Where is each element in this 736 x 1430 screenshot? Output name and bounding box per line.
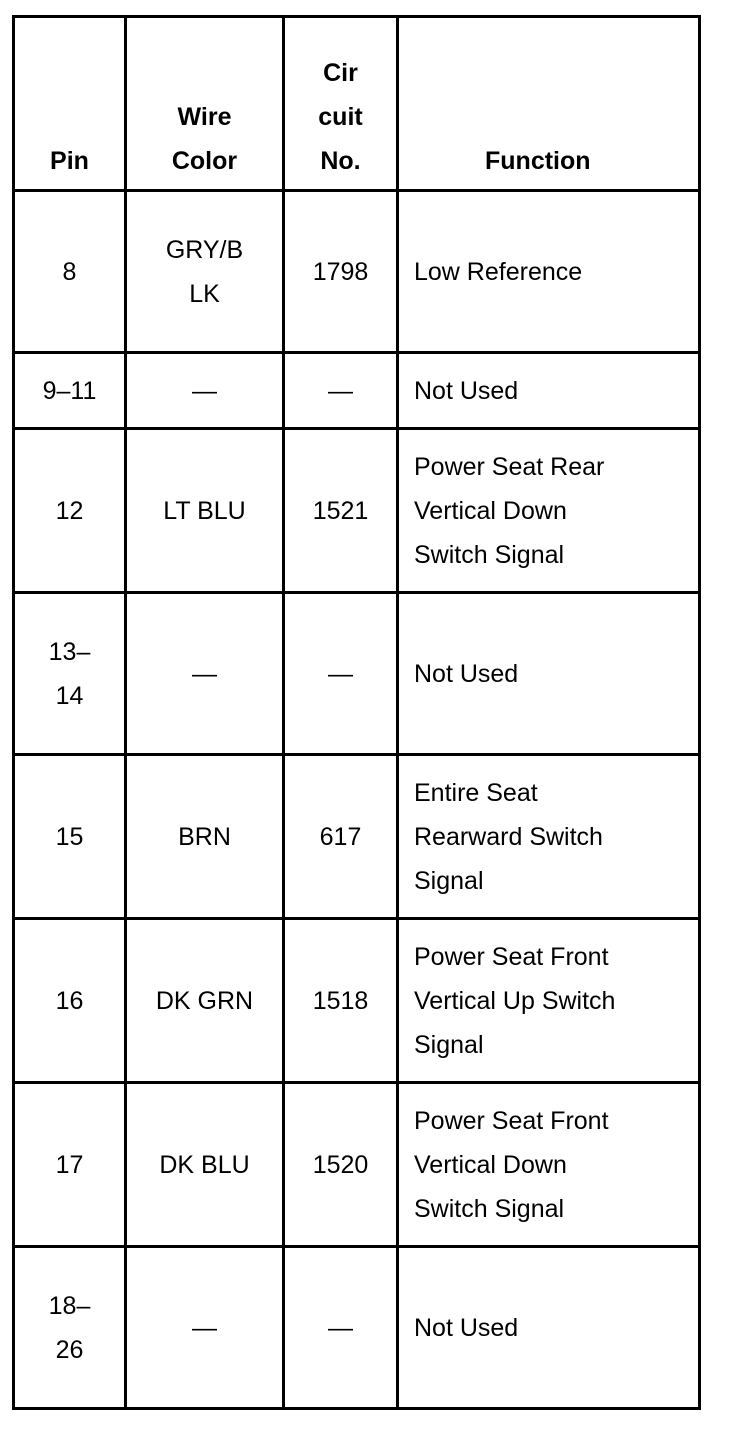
cell-function: Not Used (398, 1247, 700, 1409)
cell-pin: 8 (14, 191, 126, 353)
table-row (14, 429, 700, 593)
cell-pin: 16 (14, 919, 126, 1083)
cell-pin: 13– 14 (14, 593, 126, 755)
table-body (14, 191, 700, 1409)
cell-function: Power Seat Front Vertical Up Switch Signal (398, 919, 700, 1083)
cell-circuit-no: — (284, 1247, 398, 1409)
header-row (14, 17, 700, 191)
cell-function: Not Used (398, 353, 700, 429)
header-pin (14, 17, 126, 191)
cell-function: Power Seat Rear Vertical Down Switch Signal (398, 429, 700, 593)
cell-wire-color: DK BLU (126, 1083, 284, 1247)
header-function-label: Function (485, 147, 591, 175)
cell-circuit-no: 1798 (284, 191, 398, 353)
table-header (14, 17, 700, 191)
cell-circuit-no: — (284, 593, 398, 755)
header-circuit-no-label: Cir cuit No. (318, 59, 363, 175)
table-row (14, 191, 700, 353)
cell-pin: 15 (14, 755, 126, 919)
table-row (14, 593, 700, 755)
header-circuit-no (284, 17, 398, 191)
table-row (14, 1083, 700, 1247)
cell-wire-color: DK GRN (126, 919, 284, 1083)
header-pin-label: Pin (50, 147, 89, 175)
cell-wire-color: — (126, 1247, 284, 1409)
cell-function: Low Reference (398, 191, 700, 353)
connector-pinout-table (12, 15, 701, 1410)
cell-function: Entire Seat Rearward Switch Signal (398, 755, 700, 919)
header-wire-color-label: Wire Color (171, 103, 238, 175)
table-row (14, 919, 700, 1083)
header-wire-color (126, 17, 284, 191)
cell-wire-color: LT BLU (126, 429, 284, 593)
cell-function: Not Used (398, 593, 700, 755)
cell-pin: 9–11 (14, 353, 126, 429)
table-row (14, 1247, 700, 1409)
table-row (14, 755, 700, 919)
cell-function: Power Seat Front Vertical Down Switch Signal (398, 1083, 700, 1247)
cell-wire-color: GRY/B LK (126, 191, 284, 353)
cell-wire-color: BRN (126, 755, 284, 919)
cell-circuit-no: 1518 (284, 919, 398, 1083)
header-function (398, 17, 700, 191)
cell-circuit-no: — (284, 353, 398, 429)
cell-pin: 17 (14, 1083, 126, 1247)
cell-wire-color: — (126, 353, 284, 429)
cell-circuit-no: 1520 (284, 1083, 398, 1247)
cell-pin: 12 (14, 429, 126, 593)
cell-pin: 18– 26 (14, 1247, 126, 1409)
cell-wire-color: — (126, 593, 284, 755)
cell-circuit-no: 1521 (284, 429, 398, 593)
table-row (14, 353, 700, 429)
cell-circuit-no: 617 (284, 755, 398, 919)
